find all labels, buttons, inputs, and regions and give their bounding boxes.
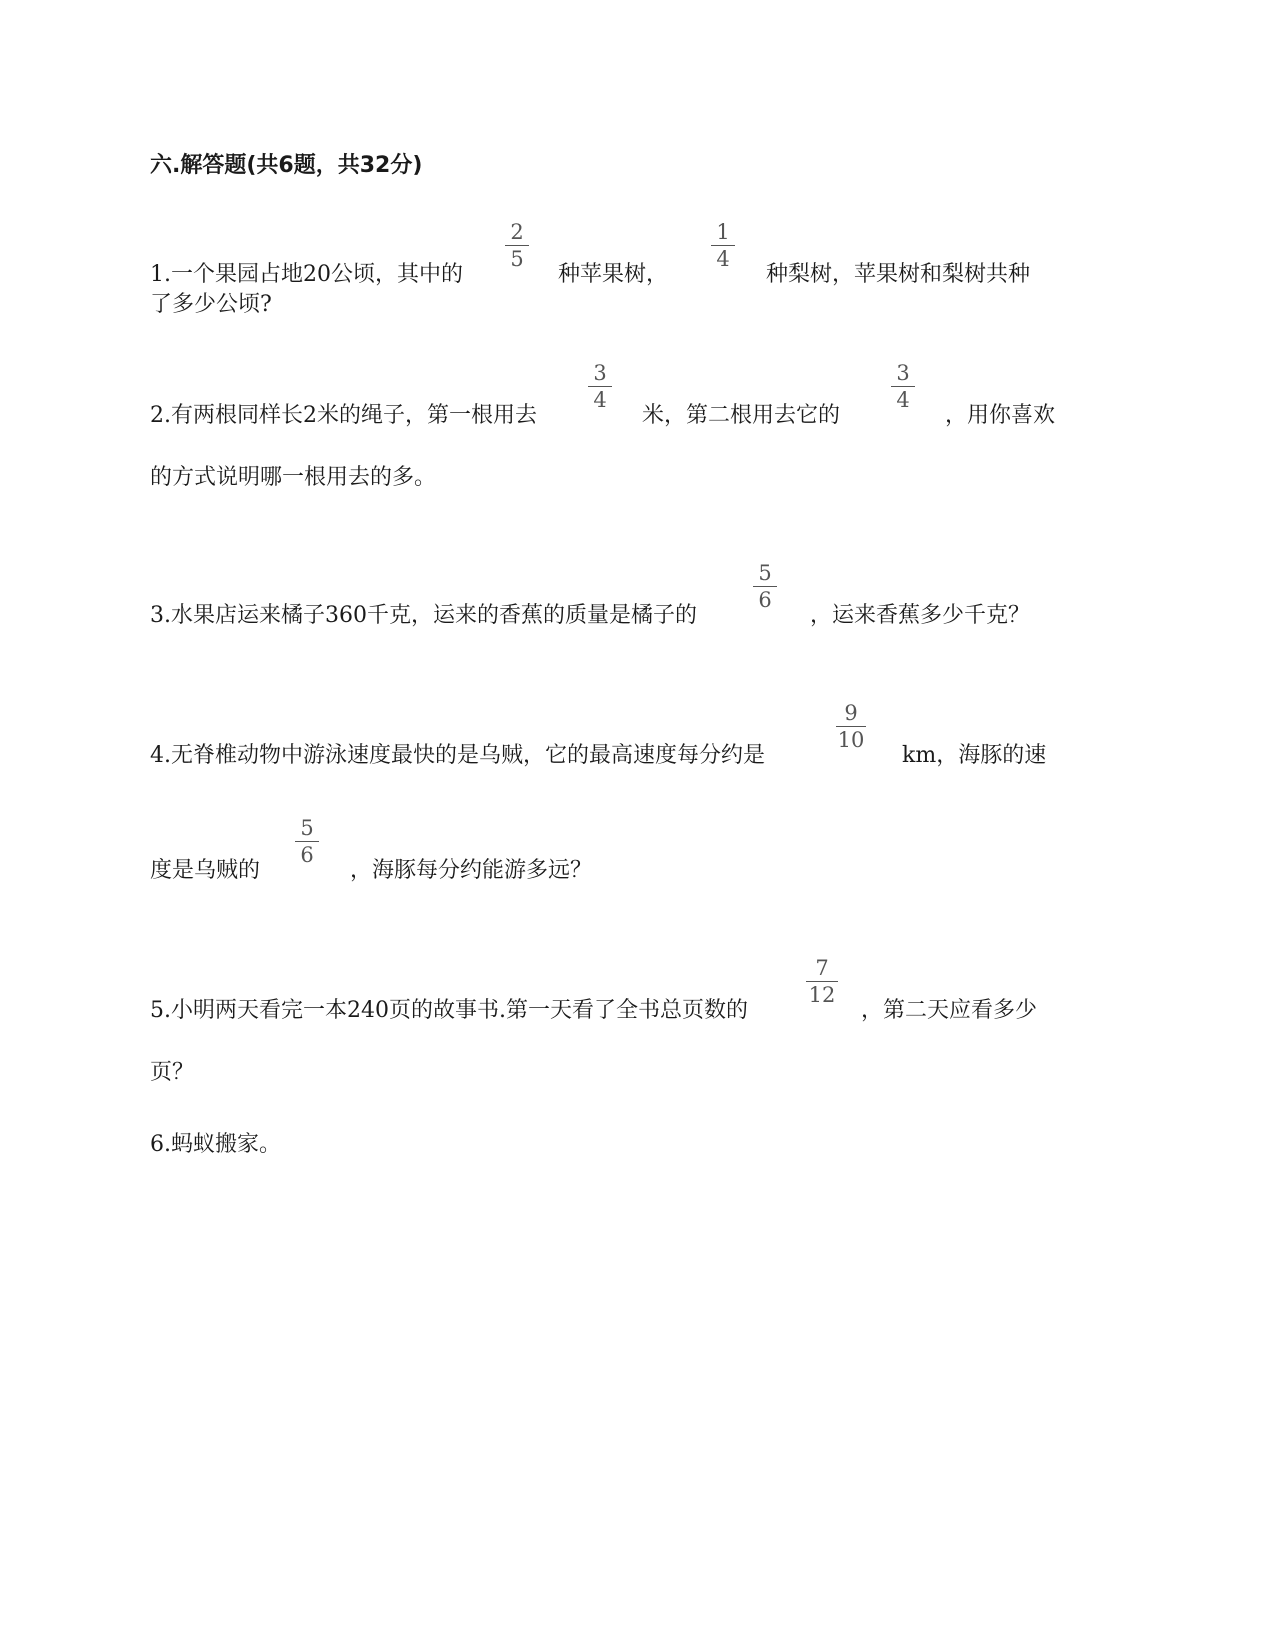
question-2-text-b: 米，第二根用去它的 xyxy=(642,403,841,428)
question-1-text-b: 种苹果树， xyxy=(558,262,669,287)
fraction-bar xyxy=(753,586,777,587)
fraction-numerator: 5 xyxy=(758,561,772,585)
section-title: 六.解答题(共6题，共32分) xyxy=(150,153,423,178)
fraction-denominator: 12 xyxy=(808,983,836,1007)
question-1-text-a: 1.一个果园占地20公顷，其中的 xyxy=(150,262,463,287)
question-4-text-c: 度是乌贼的 xyxy=(150,858,261,883)
question-5-text-b: ，第二天应看多少 xyxy=(861,998,1038,1023)
fraction-bar xyxy=(836,726,866,727)
question-1-text-c: 种梨树，苹果树和梨树共种 xyxy=(766,262,1031,287)
question-2-text-c: ，用你喜欢 xyxy=(945,403,1056,428)
fraction-bar xyxy=(505,245,529,246)
fraction-denominator: 4 xyxy=(716,247,730,271)
fraction-numerator: 3 xyxy=(593,361,607,385)
question-3-text-a: 3.水果店运来橘子360千克，运来的香蕉的质量是橘子的 xyxy=(150,603,697,628)
fraction-denominator: 6 xyxy=(300,843,314,867)
question-4-text-a: 4.无脊椎动物中游泳速度最快的是乌贼，它的最高速度每分约是 xyxy=(150,743,765,768)
question-4-text-d: ，海豚每分约能游多远？ xyxy=(350,858,593,883)
fraction-denominator: 4 xyxy=(896,388,910,412)
fraction-bar xyxy=(295,841,319,842)
fraction-5-6 xyxy=(753,562,777,611)
question-4-text-b: km，海豚的速 xyxy=(902,743,1047,768)
fraction-numerator: 1 xyxy=(716,220,730,244)
fraction-bar xyxy=(588,386,612,387)
fraction-denominator: 5 xyxy=(510,247,524,271)
fraction-numerator: 5 xyxy=(300,816,314,840)
fraction-numerator: 7 xyxy=(815,956,829,980)
fraction-denominator: 4 xyxy=(593,388,607,412)
question-5-line-2: 页？ xyxy=(150,1060,195,1085)
fraction-3-4 xyxy=(588,362,612,411)
fraction-5-6 xyxy=(295,817,319,866)
fraction-9-10 xyxy=(836,702,866,751)
fraction-numerator: 2 xyxy=(510,220,524,244)
question-2-text-a: 2.有两根同样长2米的绳子，第一根用去 xyxy=(150,403,537,428)
fraction-bar xyxy=(891,386,915,387)
question-5-text-a: 5.小明两天看完一本240页的故事书.第一天看了全书总页数的 xyxy=(150,998,748,1023)
question-2-line-2: 的方式说明哪一根用去的多。 xyxy=(150,465,437,490)
fraction-numerator: 9 xyxy=(844,701,858,725)
fraction-1-4 xyxy=(711,221,735,270)
question-3-text-b: ，运来香蕉多少千克？ xyxy=(810,603,1031,628)
fraction-3-4 xyxy=(891,362,915,411)
question-1-line-2: 了多少公顷? xyxy=(150,292,272,317)
question-6-line-1: 6.蚂蚁搬家。 xyxy=(150,1132,281,1157)
fraction-2-5 xyxy=(505,221,529,270)
fraction-denominator: 10 xyxy=(837,728,865,752)
fraction-numerator: 3 xyxy=(896,361,910,385)
fraction-bar xyxy=(806,981,838,982)
fraction-bar xyxy=(711,245,735,246)
fraction-7-12 xyxy=(806,957,838,1006)
fraction-denominator: 6 xyxy=(758,588,772,612)
